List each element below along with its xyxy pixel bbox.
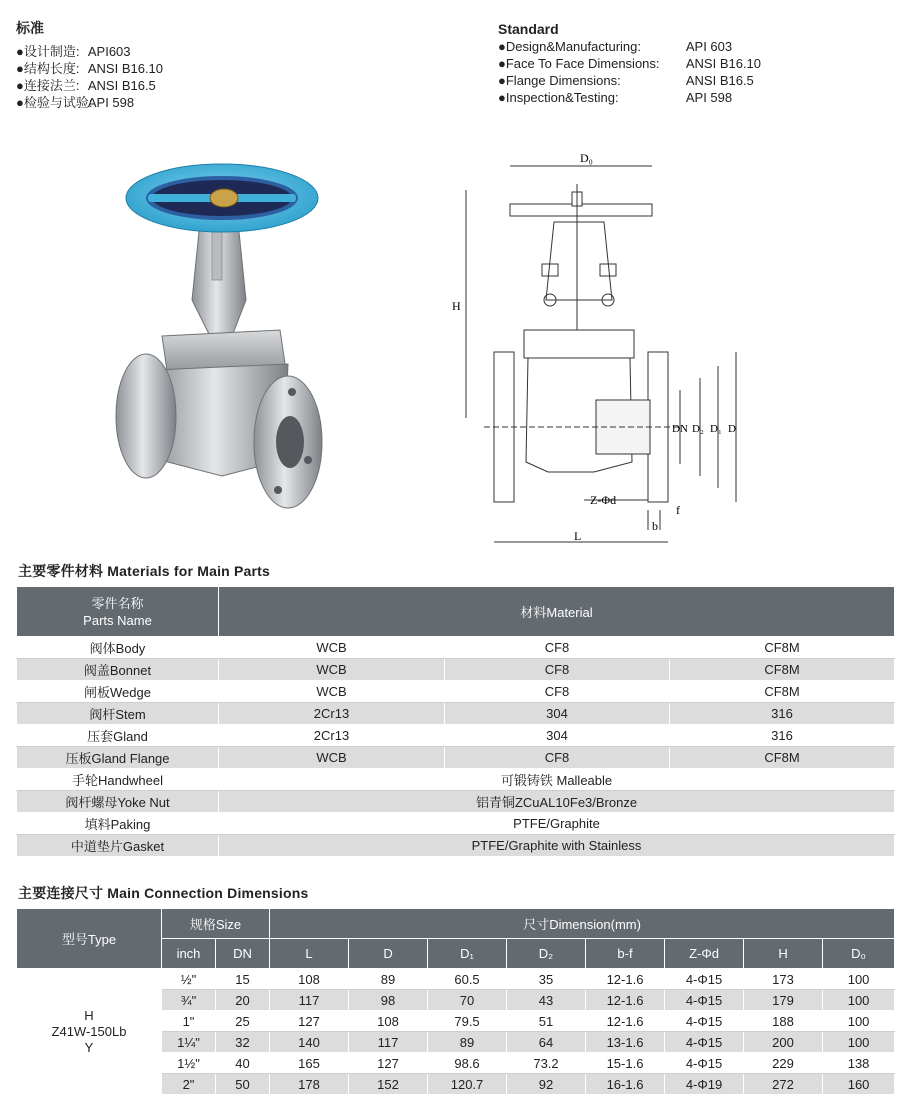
header-parts-name: 零件名称 Parts Name bbox=[17, 587, 219, 637]
table-row: 1¼" 32 140 117 89 64 13-1.6 4-Φ15 200 100 bbox=[17, 1032, 895, 1053]
header-dimension: 尺寸Dimension(mm) bbox=[270, 909, 895, 939]
label-d2: D₂ bbox=[692, 423, 704, 435]
standard-cn-line: ●检验与试验:API 598 bbox=[16, 95, 135, 110]
label-b: b bbox=[652, 519, 658, 533]
label-d: D bbox=[728, 423, 736, 435]
standard-en-line: ●Inspection&Testing: API 598 bbox=[498, 90, 733, 105]
col-d1: D₁ bbox=[428, 939, 507, 969]
table-row: 1½" 40 165 127 98.6 73.2 15-1.6 4-Φ15 229 138 bbox=[17, 1053, 895, 1074]
label-f: f bbox=[676, 503, 680, 517]
label-d1: D₁ bbox=[710, 423, 722, 435]
table-row: ¾" 20 117 98 70 43 12-1.6 4-Φ15 179 100 bbox=[17, 990, 895, 1011]
standard-en-title: Standard bbox=[498, 21, 559, 37]
standard-cn bbox=[16, 18, 163, 111]
table-row: 中道垫片Gasket PTFE/Graphite with Stainless bbox=[17, 835, 895, 857]
header-size: 规格Size bbox=[162, 909, 270, 939]
table-row: 2" 50 178 152 120.7 92 16-1.6 4-Φ19 272 160 bbox=[17, 1074, 895, 1095]
label-d0: D₀ bbox=[580, 151, 593, 165]
gate-valve-drawing bbox=[444, 150, 744, 556]
materials-table bbox=[16, 586, 895, 857]
standard-cn-line: ●设计制造: API603 bbox=[16, 44, 131, 59]
col-bf: b-f bbox=[586, 939, 665, 969]
col-d0: D₀ bbox=[823, 939, 895, 969]
table-row: 阀体Body WCB CF8 CF8M bbox=[17, 637, 895, 659]
standard-en bbox=[498, 21, 761, 106]
col-d2: D₂ bbox=[507, 939, 586, 969]
dimensions-title: 主要连接尺寸 Main Connection Dimensions bbox=[18, 885, 309, 901]
table-row: 压套Gland 2Cr13 304 316 bbox=[17, 725, 895, 747]
col-inch: inch bbox=[162, 939, 216, 969]
gate-valve-photo bbox=[112, 160, 330, 516]
table-row: 填料Paking PTFE/Graphite bbox=[17, 813, 895, 835]
label-l: L bbox=[574, 529, 582, 543]
col-dn: DN bbox=[216, 939, 270, 969]
label-h: H bbox=[452, 299, 461, 313]
dimensions-table bbox=[16, 908, 895, 1095]
header-material: 材料Material bbox=[219, 587, 895, 637]
table-row: H Z41W-150Lb Y ½" 15 108 89 60.5 35 12-1.6 4-Φ15 173 100 bbox=[17, 969, 895, 990]
table-row: 阀杆Stem 2Cr13 304 316 bbox=[17, 703, 895, 725]
table-row: 压板Gland Flange WCB CF8 CF8M bbox=[17, 747, 895, 769]
label-dn: DN bbox=[672, 423, 688, 435]
table-row: 闸板Wedge WCB CF8 CF8M bbox=[17, 681, 895, 703]
materials-title: 主要零件材料 Materials for Main Parts bbox=[18, 563, 271, 579]
standard-en-line: ●Flange Dimensions: ANSI B16.5 bbox=[498, 73, 754, 88]
table-row: 手轮Handwheel 可锻铸铁 Malleable bbox=[17, 769, 895, 791]
col-l: L bbox=[270, 939, 349, 969]
col-d: D bbox=[349, 939, 428, 969]
table-row: 阀杆螺母Yoke Nut 铝青铜ZCuAL10Fe3/Bronze bbox=[17, 791, 895, 813]
col-h: H bbox=[744, 939, 823, 969]
standard-cn-line: ●连接法兰: ANSI B16.5 bbox=[16, 78, 156, 93]
label-zphid: Z-Φd bbox=[590, 493, 617, 507]
type-cell: H Z41W-150Lb Y bbox=[17, 969, 162, 1095]
table-row: 1" 25 127 108 79.5 51 12-1.6 4-Φ15 188 100 bbox=[17, 1011, 895, 1032]
standard-en-line: ●Face To Face Dimensions: ANSI B16.10 bbox=[498, 56, 762, 71]
standard-cn-line: ●结构长度: ANSI B16.10 bbox=[16, 61, 164, 76]
col-zphid: Z-Φd bbox=[665, 939, 744, 969]
standard-cn-title: 标准 bbox=[16, 20, 44, 36]
table-row: 阀盖Bonnet WCB CF8 CF8M bbox=[17, 659, 895, 681]
standard-en-line: ●Design&Manufacturing: API 603 bbox=[498, 39, 733, 54]
header-type: 型号Type bbox=[17, 909, 162, 969]
